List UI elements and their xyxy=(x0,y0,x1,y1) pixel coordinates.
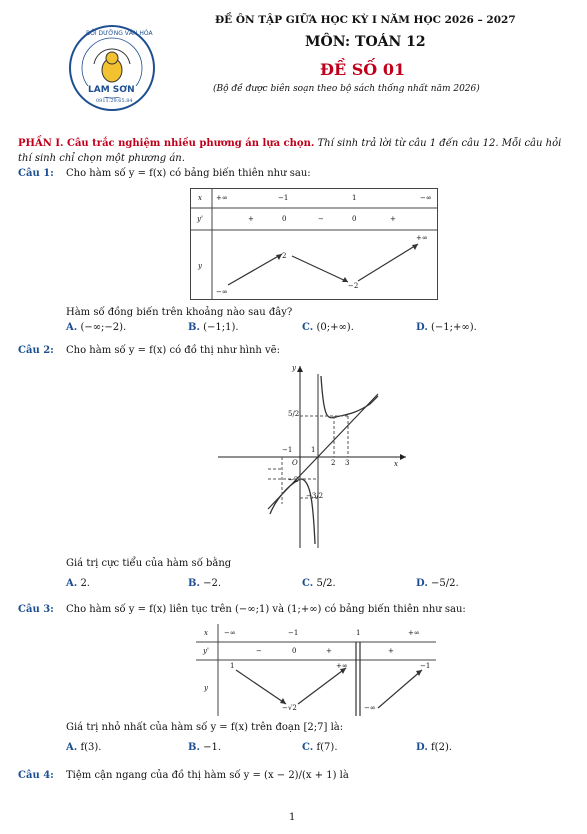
q1-text: Cho hàm số y = f(x) có bảng biến thiên như sau: xyxy=(66,168,311,179)
q3-y4: −1 xyxy=(420,662,431,670)
q2-question: Giá trị cực tiểu của hàm số bằng xyxy=(66,558,232,569)
q3-question: Giá trị nhỏ nhất của hàm số y = f(x) trên đoạn [2;7] là: xyxy=(66,722,344,733)
school-logo xyxy=(68,24,156,112)
q3-label: Câu 3: xyxy=(18,604,54,615)
q1-option-a-text: (−∞;−2). xyxy=(80,322,127,333)
q1-x-head: x xyxy=(198,194,202,202)
q2-option-b-text: −2. xyxy=(203,578,222,589)
q1-variation-table xyxy=(190,188,438,300)
q3-text: Cho hàm số y = f(x) liên tục trên (−∞;1) và (1;+∞) có bảng biến thiên như sau: xyxy=(66,604,466,615)
q3-option-c-label: C. xyxy=(302,742,314,753)
q1-sign-1: 0 xyxy=(282,215,287,223)
logo-phone: 0911.29.65.84 xyxy=(96,98,133,104)
part-heading xyxy=(18,136,573,166)
q2-tick-3: 3 xyxy=(345,459,350,467)
q1-sign-0: + xyxy=(248,215,254,223)
q3-yp-head: y' xyxy=(203,647,209,655)
q1-x1: −1 xyxy=(278,194,289,202)
q4-text: Tiệm cận ngang của đồ thị hàm số y = (x − 2)/(x + 1) là xyxy=(66,770,349,781)
q3-y0: 1 xyxy=(230,662,235,670)
q2-label: Câu 2: xyxy=(18,345,54,356)
q4-label: Câu 4: xyxy=(18,770,54,781)
exam-number: ĐỀ SỐ 01 xyxy=(320,60,406,79)
q2-option-c[interactable] xyxy=(302,578,336,589)
exam-note: (Bộ đề được biên soạn theo bộ sách thống nhất năm 2026) xyxy=(213,84,480,94)
q1-option-c-text: (0;+∞). xyxy=(316,322,354,333)
q3-option-b-label: B. xyxy=(188,742,200,753)
q3-y-head: y xyxy=(204,684,208,692)
q3-y1: −√2 xyxy=(282,704,297,712)
q1-sign-2: − xyxy=(318,215,324,223)
q1-y1: 2 xyxy=(282,252,287,260)
q2-option-a-text: 2. xyxy=(80,578,90,589)
q3-x3: +∞ xyxy=(408,629,420,637)
q1-y2: −2 xyxy=(348,282,359,290)
q2-tick-1: 1 xyxy=(311,446,316,454)
exam-title: ĐỀ ÔN TẬP GIỮA HỌC KỲ I NĂM HỌC 2026 – 2027 xyxy=(215,14,516,26)
q1-label: Câu 1: xyxy=(18,168,54,179)
q2-tick-m1: −1 xyxy=(282,446,293,454)
part-instruction: Thí sinh trả lời từ câu 1 đến câu 12. Mỗi câu hỏi thí sinh chỉ chọn một phương án. xyxy=(18,138,562,164)
q2-y-minus-three-halves: −3/2 xyxy=(306,492,324,500)
q3-option-d[interactable] xyxy=(416,742,452,753)
page-number: 1 xyxy=(289,812,296,823)
q1-question: Hàm số đồng biến trên khoảng nào sau đây? xyxy=(66,307,293,318)
q3-option-d-text: f(2). xyxy=(430,742,453,753)
q3-sign-1: 0 xyxy=(292,647,297,655)
q1-option-b[interactable] xyxy=(188,322,239,333)
q1-sign-4: + xyxy=(390,215,396,223)
q1-x3: −∞ xyxy=(420,194,432,202)
logo-name: LAM SƠN xyxy=(88,85,135,95)
q1-option-b-text: (−1;1). xyxy=(203,322,239,333)
q3-x0: −∞ xyxy=(224,629,236,637)
q1-option-c-label: C. xyxy=(302,322,314,333)
q2-origin-label: O xyxy=(292,459,298,467)
q3-option-a-label: A. xyxy=(66,742,78,753)
q1-option-d[interactable] xyxy=(416,322,477,333)
q3-y2: +∞ xyxy=(336,662,348,670)
q1-option-c[interactable] xyxy=(302,322,354,333)
q3-sign-0: − xyxy=(256,647,262,655)
q1-option-d-text: (−1;+∞). xyxy=(430,322,477,333)
q1-option-a-label: A. xyxy=(66,322,78,333)
q1-x0: +∞ xyxy=(216,194,228,202)
q2-option-b-label: B. xyxy=(188,578,200,589)
q1-sign-3: 0 xyxy=(352,215,357,223)
q3-x1: −1 xyxy=(288,629,299,637)
q2-option-d[interactable] xyxy=(416,578,459,589)
q3-option-a-text: f(3). xyxy=(80,742,102,753)
q2-option-a[interactable] xyxy=(66,578,90,589)
q3-y3: −∞ xyxy=(364,704,376,712)
q2-option-d-label: D. xyxy=(416,578,428,589)
q1-y0: −∞ xyxy=(216,288,228,296)
q1-option-b-label: B. xyxy=(188,322,200,333)
q3-option-c[interactable] xyxy=(302,742,338,753)
q1-option-d-label: D. xyxy=(416,322,428,333)
part-title: PHẦN I. Câu trắc nghiệm nhiều phương án lựa chọn. xyxy=(18,138,315,149)
q3-variation-table xyxy=(196,624,436,716)
q1-y3: +∞ xyxy=(416,234,428,242)
q2-option-d-text: −5/2. xyxy=(430,578,459,589)
q3-option-c-text: f(7). xyxy=(316,742,338,753)
q3-option-b-text: −1. xyxy=(203,742,222,753)
q3-option-a[interactable] xyxy=(66,742,101,753)
q3-sign-2: + xyxy=(326,647,332,655)
q2-option-b[interactable] xyxy=(188,578,221,589)
q2-text: Cho hàm số y = f(x) có đồ thị như hình vẽ: xyxy=(66,345,280,356)
q2-option-a-label: A. xyxy=(66,578,78,589)
q3-sign-3: + xyxy=(388,647,394,655)
q2-y-minus-two: −2 xyxy=(288,476,299,484)
q3-option-d-label: D. xyxy=(416,742,428,753)
q2-tick-2: 2 xyxy=(331,459,336,467)
q2-option-c-label: C. xyxy=(302,578,314,589)
q2-function-graph xyxy=(218,364,408,550)
q1-y-head: y xyxy=(198,262,202,270)
q2-x-axis-label: x xyxy=(394,460,398,468)
q3-x-head: x xyxy=(204,629,208,637)
q3-option-b[interactable] xyxy=(188,742,221,753)
q1-x2: 1 xyxy=(352,194,357,202)
logo-arc-text: BỒI DƯỠNG VĂN HÓA xyxy=(86,30,153,37)
q1-option-a[interactable] xyxy=(66,322,126,333)
q1-yp-head: y' xyxy=(197,215,203,223)
q2-option-c-text: 5/2. xyxy=(316,578,336,589)
q2-y-axis-label: y xyxy=(292,364,296,372)
subject-title: MÔN: TOÁN 12 xyxy=(305,34,426,50)
q3-x2: 1 xyxy=(356,629,361,637)
q2-y-five-halves: 5/2 xyxy=(288,410,300,418)
